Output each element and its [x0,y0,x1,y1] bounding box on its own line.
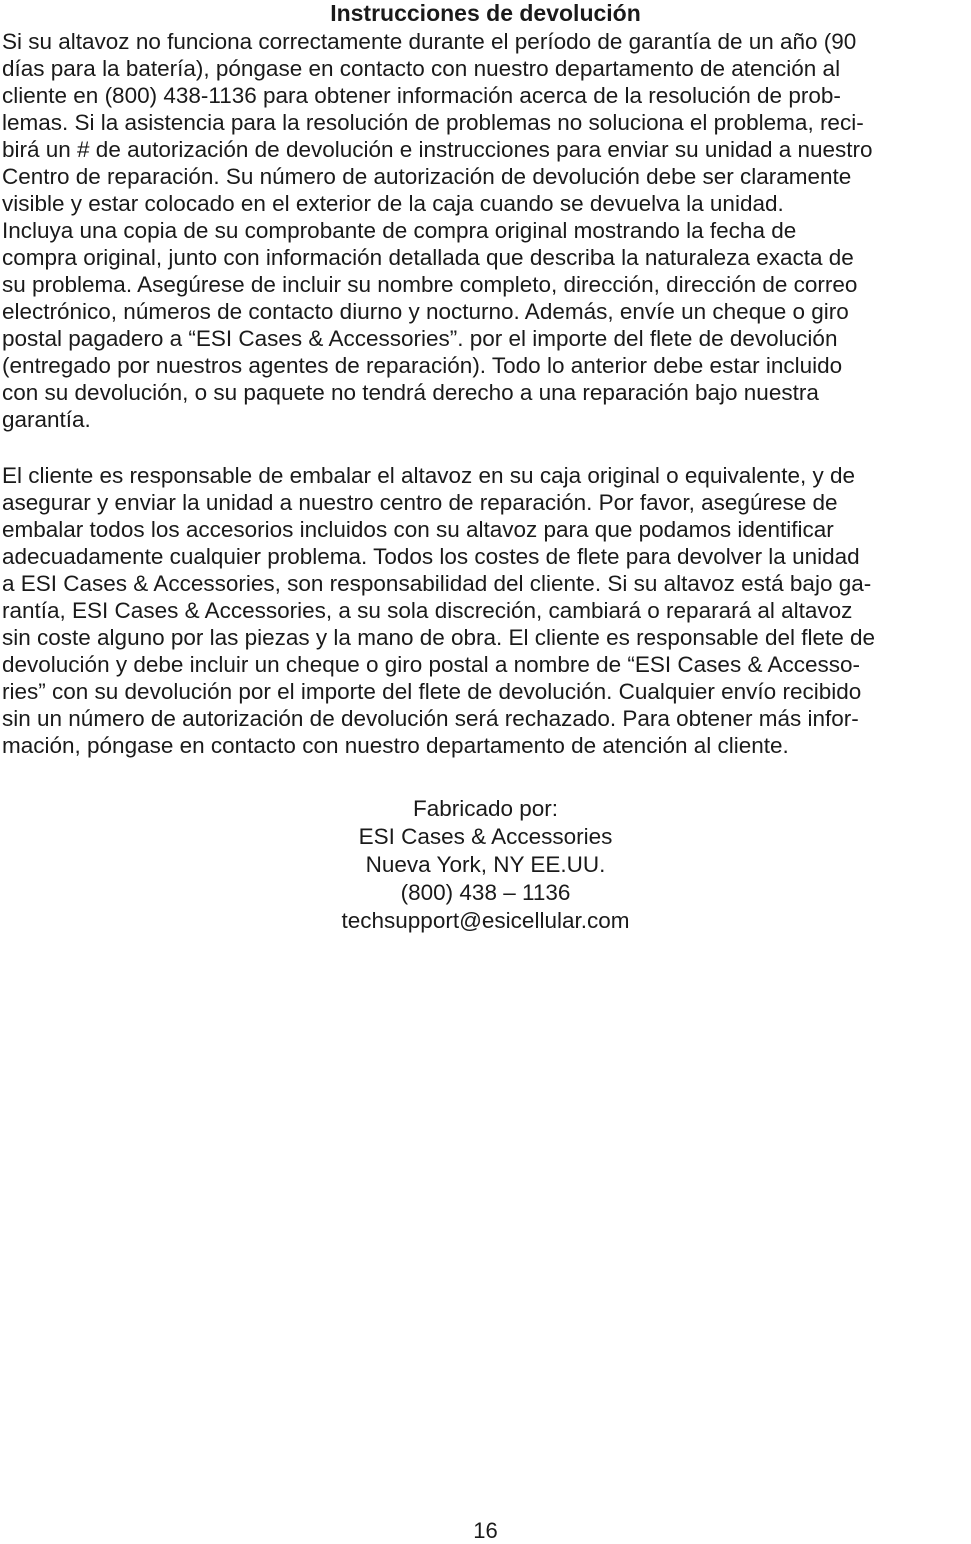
text-line: rantía, ESI Cases & Accessories, a su sola discreción, cambiará o reparará al altavoz [2,598,853,623]
text-line: El cliente es responsable de embalar el altavoz en su caja original o equivalente, y de [2,463,856,488]
text-line: Incluya una copia de su comprobante de compra original mostrando la fecha de [2,218,797,243]
text-line: (entregado por nuestros agentes de reparación). Todo lo anterior debe estar incluido [2,353,843,378]
text-line: sin coste alguno por las piezas y la mano de obra. El cliente es responsable del flete de [2,625,876,650]
text-line: birá un # de autorización de devolución e instrucciones para enviar su unidad a nuestro [2,137,873,162]
text-line: electrónico, números de contacto diurno y nocturno. Además, envíe un cheque o giro [2,299,849,324]
text-line: a ESI Cases & Accessories, son responsabilidad del cliente. Si su altavoz está bajo ga- [2,571,872,596]
text-line: con su devolución, o su paquete no tendrá derecho a una reparación bajo nuestra [2,380,819,405]
text-line: devolución y debe incluir un cheque o giro postal a nombre de “ESI Cases & Accesso- [2,652,860,677]
text-line: mación, póngase en contacto con nuestro departamento de atención al cliente. [2,733,789,758]
manufacturer-location: Nueva York, NY EE.UU. [365,852,606,877]
manufacturer-phone: (800) 438 – 1136 [400,880,571,905]
text-line: sin un número de autorización de devolución será rechazado. Para obtener más infor- [2,706,859,731]
text-line: Si su altavoz no funciona correctamente durante el período de garantía de un año (90 [2,29,857,54]
text-line: visible y estar colocado en el exterior de la caja cuando se devuelva la unidad. [2,191,784,216]
page-number: 16 [473,1518,498,1543]
text-line: compra original, junto con información detallada que describa la naturaleza exacta de [2,245,854,270]
text-line: garantía. [2,407,91,432]
text-line: días para la batería), póngase en contacto con nuestro departamento de atención al [2,56,841,81]
text-line: embalar todos los accesorios incluidos con su altavoz para que podamos identificar [2,517,834,542]
text-line: ries” con su devolución por el importe del flete de devolución. Cualquier envío recibido [2,679,862,704]
manufacturer-email: techsupport@esicellular.com [341,908,630,933]
text-line: postal pagadero a “ESI Cases & Accessories”. por el importe del flete de devolución [2,326,838,351]
page-title: Instrucciones de devolución [330,0,641,26]
text-line: su problema. Asegúrese de incluir su nombre completo, dirección, dirección de correo [2,272,858,297]
manufacturer-label: Fabricado por: [412,796,559,821]
text-line: asegurar y enviar la unidad a nuestro centro de reparación. Por favor, asegúrese de [2,490,838,515]
text-line: adecuadamente cualquier problema. Todos los costes de flete para devolver la unidad [2,544,860,569]
text-line: cliente en (800) 438-1136 para obtener información acerca de la resolución de prob- [2,83,841,108]
text-line: lemas. Si la asistencia para la resolución de problemas no soluciona el problema, reci- [2,110,864,135]
manufacturer-company: ESI Cases & Accessories [358,824,613,849]
text-line: Centro de reparación. Su número de autorización de devolución debe ser claramente [2,164,852,189]
